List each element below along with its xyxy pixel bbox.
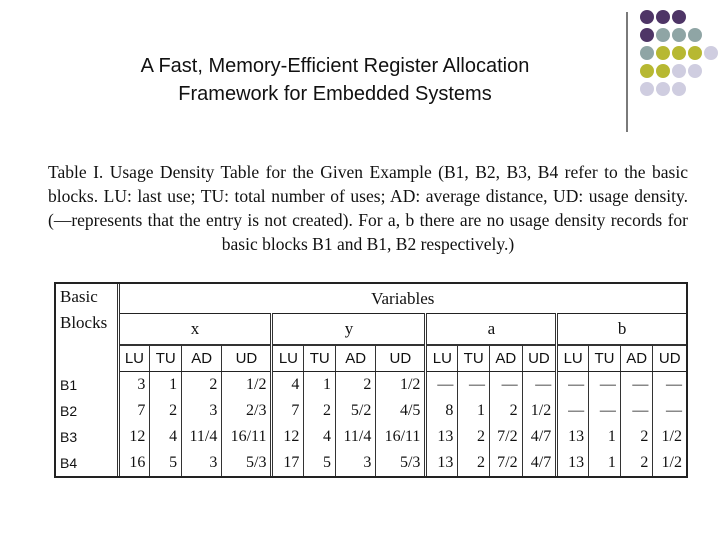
basic-blocks-header (56, 284, 118, 371)
table-cell: — (620, 371, 653, 398)
table-cell: 5 (304, 450, 336, 476)
row-block-label: B2 (56, 398, 118, 424)
table-cell: 2 (458, 450, 490, 476)
table-cell: 7/2 (490, 424, 523, 450)
column-header: TU (458, 345, 490, 372)
group-header: y (272, 314, 426, 345)
column-header: TU (304, 345, 336, 372)
table-cell: 1 (304, 371, 336, 398)
decorative-dot (640, 82, 654, 96)
table-cell: 2 (150, 398, 182, 424)
column-header: AD (490, 345, 523, 372)
table-caption: Table I. Usage Density Table for the Given Example (B1, B2, B3, B4 refer to the basic blocks. LU: last use; TU: total number of uses; AD: average distance, UD: usage density. (—represents that the entry is not created). For a, b there are no usage density records for basic blocks B1 and B1, B2 respectively.) (48, 162, 688, 254)
table-cell: 3 (182, 450, 222, 476)
table-cell: 4/7 (522, 424, 557, 450)
table-cell: 5/3 (376, 450, 426, 476)
table-cell: 12 (272, 424, 304, 450)
table-cell: 2 (620, 450, 653, 476)
row-block-label: B4 (56, 450, 118, 476)
column-header: AD (620, 345, 653, 372)
decorative-dot (656, 82, 670, 96)
column-header: AD (182, 345, 222, 372)
table-cell: 5 (150, 450, 182, 476)
table-row (56, 450, 686, 476)
table-cell: 1 (589, 424, 621, 450)
variables-header: Variables (118, 284, 686, 314)
decorative-dot (656, 46, 670, 60)
table-cell: — (557, 371, 589, 398)
table-cell: 1/2 (376, 371, 426, 398)
table-cell: 13 (557, 424, 589, 450)
column-header: TU (589, 345, 621, 372)
table-cell: 7 (118, 398, 150, 424)
decorative-dot-grid (640, 10, 720, 110)
column-header: LU (118, 345, 150, 372)
table-cell: 3 (182, 398, 222, 424)
decorative-dot (672, 28, 686, 42)
decorative-dot (672, 82, 686, 96)
table-cell: 2 (182, 371, 222, 398)
table-cell: 4 (272, 371, 304, 398)
table-cell: — (557, 398, 589, 424)
decorative-dot (640, 10, 654, 24)
column-header: LU (557, 345, 589, 372)
group-header: b (557, 314, 686, 345)
decorative-divider (626, 12, 628, 132)
column-header: UD (653, 345, 686, 372)
table-cell: 4 (150, 424, 182, 450)
table-cell: 1/2 (522, 398, 557, 424)
table-cell: 11/4 (336, 424, 376, 450)
decorative-dot (640, 28, 654, 42)
table-cell: — (490, 371, 523, 398)
decorative-dot (688, 28, 702, 42)
column-header: UD (222, 345, 272, 372)
table-cell: 13 (426, 450, 458, 476)
table-cell: 16 (118, 450, 150, 476)
table-cell: — (589, 398, 621, 424)
table-cell: 16/11 (376, 424, 426, 450)
column-header: LU (272, 345, 304, 372)
slide-title-line-2: Framework for Embedded Systems (178, 83, 492, 105)
decorative-dot (672, 46, 686, 60)
table-cell: 17 (272, 450, 304, 476)
table-cell: 4/5 (376, 398, 426, 424)
row-block-label: B3 (56, 424, 118, 450)
table-cell: 7 (272, 398, 304, 424)
column-header: UD (376, 345, 426, 372)
table-cell: 1/2 (222, 371, 272, 398)
decorative-dot (640, 64, 654, 78)
table-cell: 4/7 (522, 450, 557, 476)
table-cell: 2 (336, 371, 376, 398)
table-cell: 5/3 (222, 450, 272, 476)
table-cell: — (458, 371, 490, 398)
table-cell: 5/2 (336, 398, 376, 424)
table-cell: 4 (304, 424, 336, 450)
column-header: AD (336, 345, 376, 372)
table-cell: 13 (557, 450, 589, 476)
decorative-dot (672, 10, 686, 24)
row-block-label: B1 (56, 371, 118, 398)
table-cell: 7/2 (490, 450, 523, 476)
table-cell: — (522, 371, 557, 398)
decorative-dot (704, 46, 718, 60)
column-header: UD (522, 345, 557, 372)
decorative-dot (656, 28, 670, 42)
slide-title-line-1: A Fast, Memory-Efficient Register Allocation (140, 55, 530, 77)
table-cell: 3 (118, 371, 150, 398)
table-cell: 12 (118, 424, 150, 450)
usage-density-grid (56, 284, 686, 476)
decorative-dot (656, 10, 670, 24)
table-cell: 2 (620, 424, 653, 450)
table-cell: 2/3 (222, 398, 272, 424)
table-cell: 2 (490, 398, 523, 424)
table-cell: 16/11 (222, 424, 272, 450)
decorative-dot (672, 64, 686, 78)
basic-label: Basic (60, 287, 98, 306)
table-cell: 2 (304, 398, 336, 424)
decorative-dot (640, 46, 654, 60)
table-cell: 3 (336, 450, 376, 476)
group-header: x (118, 314, 272, 345)
table-cell: — (589, 371, 621, 398)
table-cell: 1 (458, 398, 490, 424)
blocks-label: Blocks (60, 313, 108, 332)
slide-title (40, 52, 630, 108)
table-cell: 8 (426, 398, 458, 424)
table-cell: 2 (458, 424, 490, 450)
decorative-dot (688, 64, 702, 78)
usage-density-table (54, 282, 688, 478)
group-header: a (426, 314, 557, 345)
decorative-dot (688, 46, 702, 60)
column-header: TU (150, 345, 182, 372)
table-cell: 11/4 (182, 424, 222, 450)
table-cell: 1/2 (653, 424, 686, 450)
table-row (56, 371, 686, 398)
decorative-dot (656, 64, 670, 78)
table-cell: 1/2 (653, 450, 686, 476)
table-cell: 1 (150, 371, 182, 398)
table-cell: — (620, 398, 653, 424)
table-row (56, 398, 686, 424)
table-cell: — (653, 398, 686, 424)
table-cell: 1 (589, 450, 621, 476)
table-cell: 13 (426, 424, 458, 450)
column-header: LU (426, 345, 458, 372)
table-cell: — (653, 371, 686, 398)
table-cell: — (426, 371, 458, 398)
table-row (56, 424, 686, 450)
